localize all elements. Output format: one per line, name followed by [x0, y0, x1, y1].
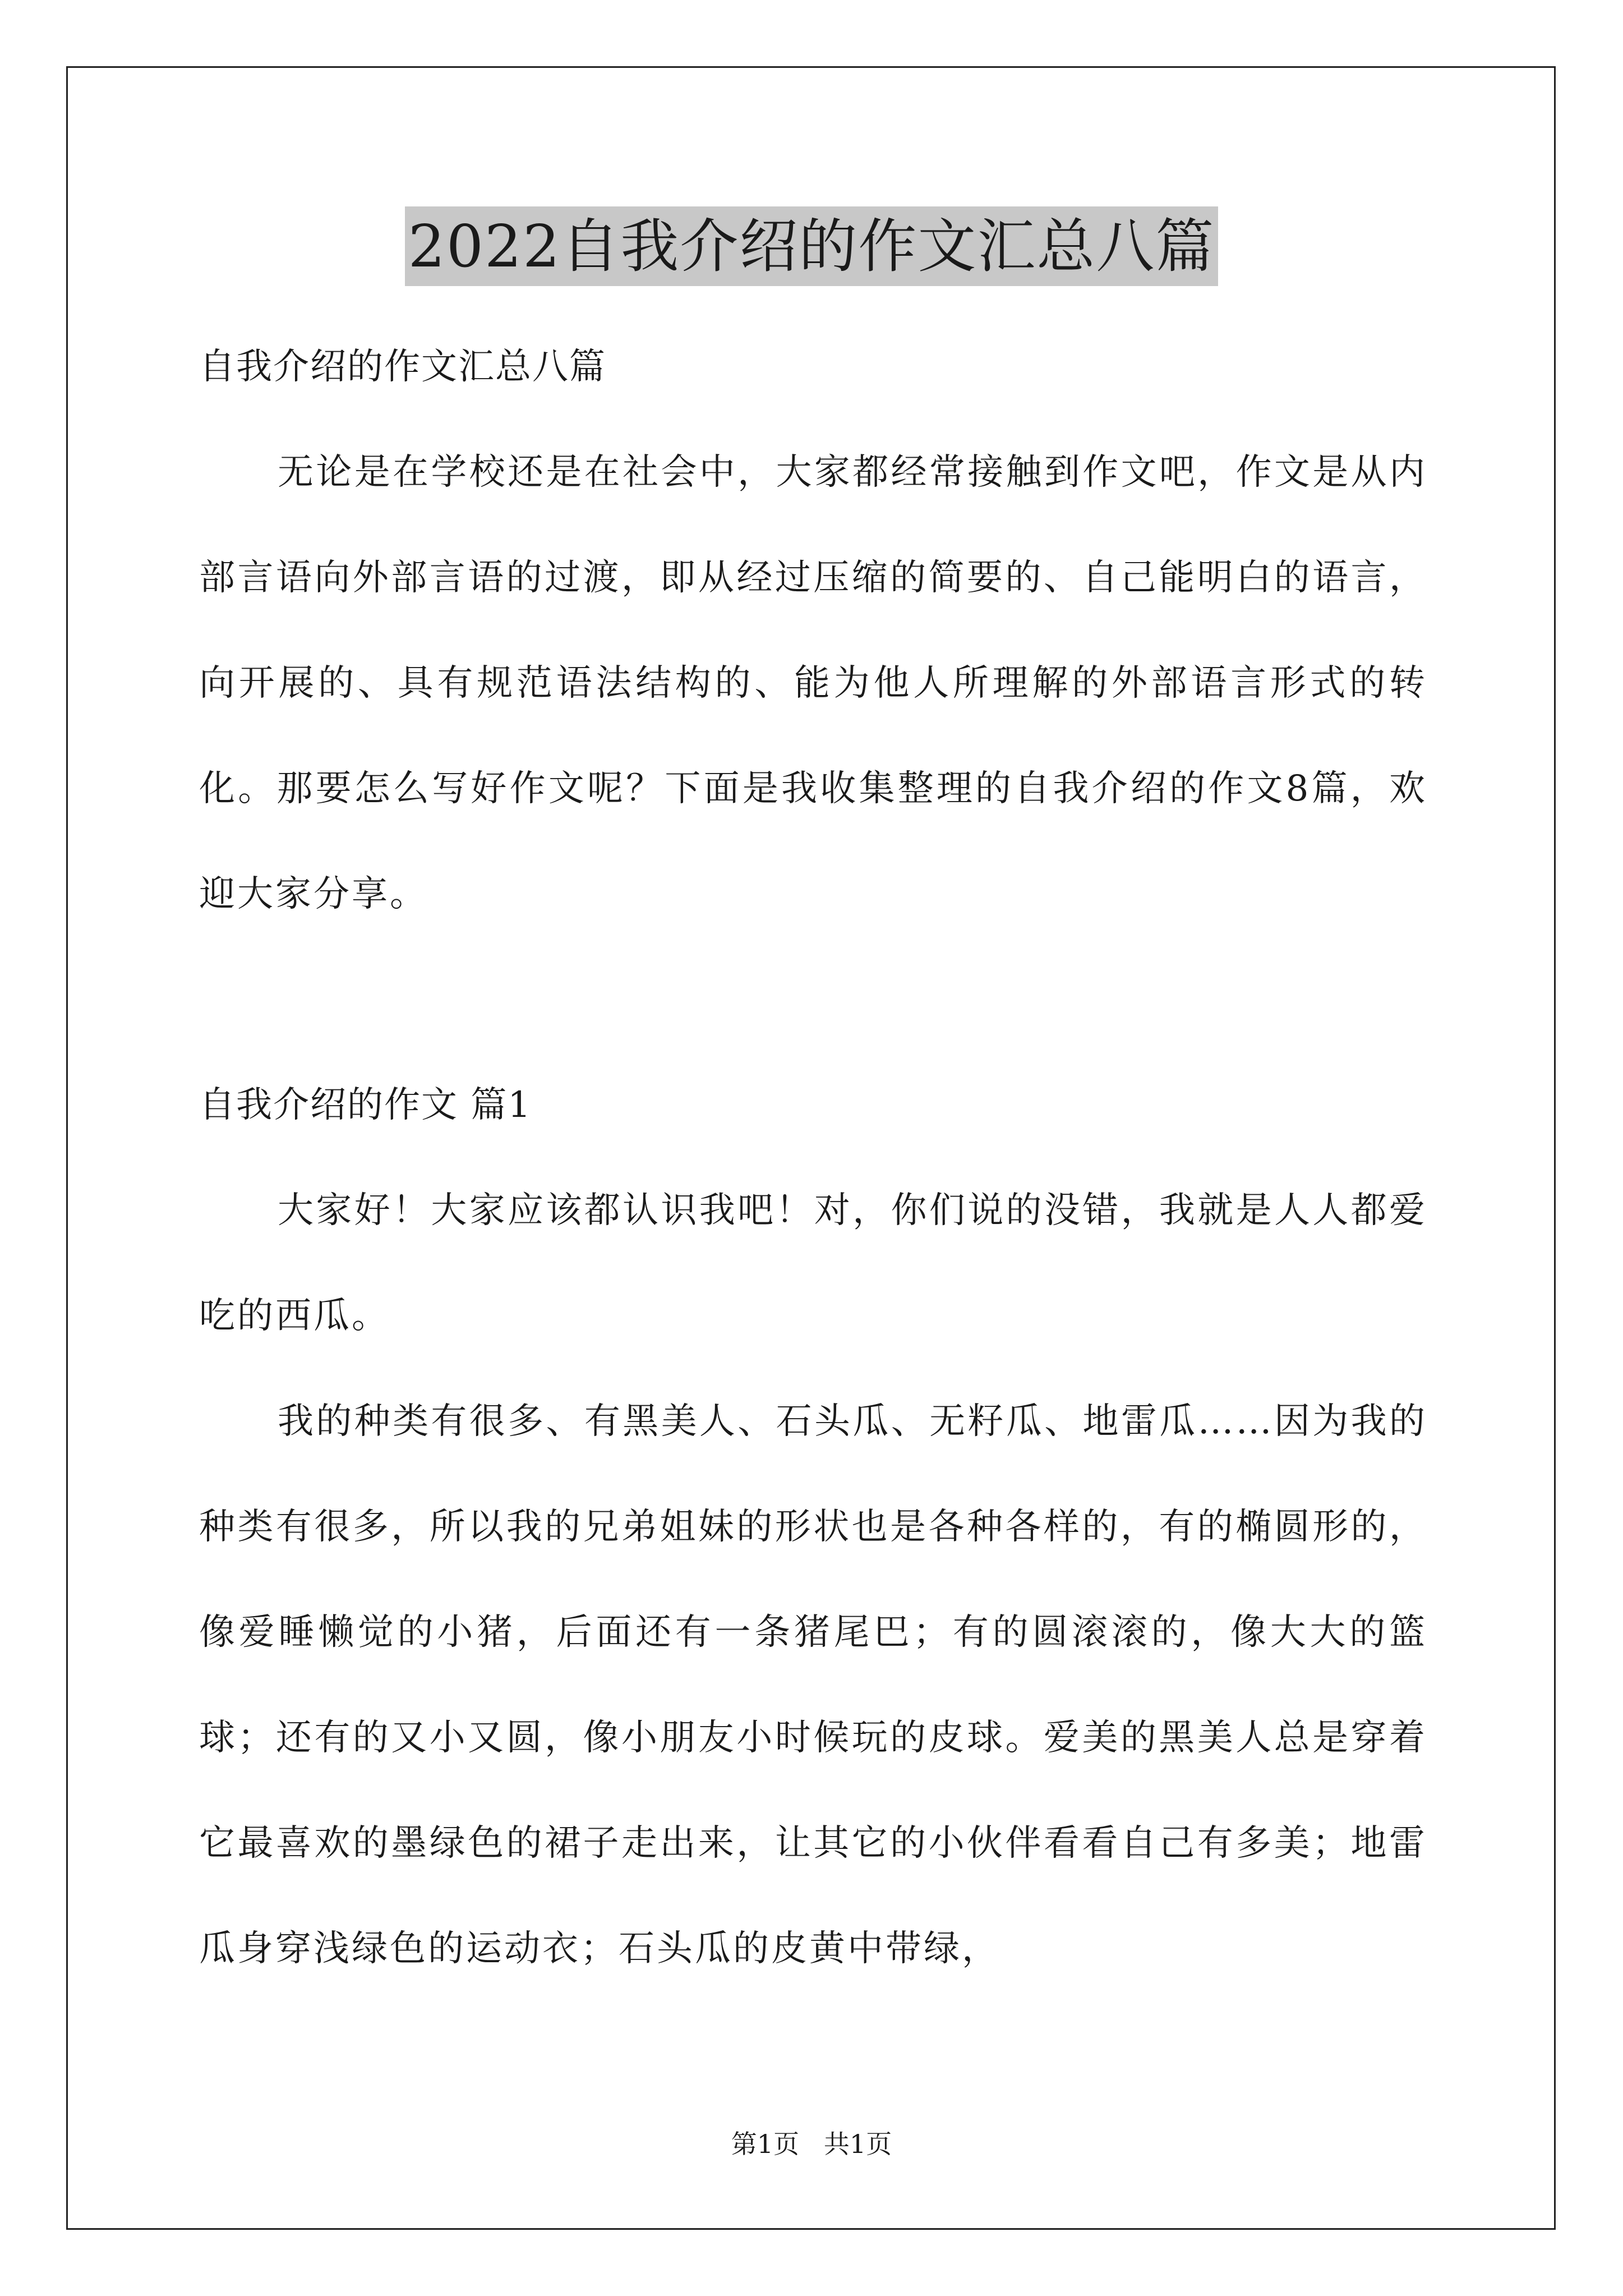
- section1-paragraph-2: 我的种类有很多、有黑美人、石头瓜、无籽瓜、地雷瓜……因为我的种类有很多，所以我的兄弟姐妹的形状也是各种各样的，有的椭圆形的，像爱睡懒觉的小猪，后面还有一条猪尾巴；有的圆滚滚的，像大大的篮球；还有的又小又圆，像小朋友小时候玩的皮球。爱美的黑美人总是穿着它最喜欢的墨绿色的裙子走出来，让其它的小伙伴看看自己有多美；地雷瓜身穿浅绿色的运动衣；石头瓜的皮黄中带绿，: [199, 1401, 1427, 1970]
- document-subtitle: 自我介绍的作文汇总八篇: [199, 346, 606, 388]
- paragraph-gap: [199, 947, 1427, 1052]
- section1-paragraph-1: 大家好！大家应该都认识我吧！对，你们说的没错，我就是人人都爱吃的西瓜。: [199, 1190, 1427, 1337]
- intro-paragraph: 无论是在学校还是在社会中，大家都经常接触到作文吧，作文是从内部言语向外部言语的过渡，即从经过压缩的简要的、自己能明白的语言，向开展的、具有规范语法结构的、能为他人所理解的外部语言形式的转化。那要怎么写好作文呢？下面是我收集整理的自我介绍的作文8篇，欢迎大家分享。: [199, 452, 1427, 915]
- page-footer: 第1页 共1页: [731, 2129, 892, 2159]
- document-body: [199, 314, 1427, 2001]
- title-container: [0, 206, 1623, 286]
- document-title: 2022自我介绍的作文汇总八篇: [405, 206, 1219, 286]
- section-heading-1: 自我介绍的作文 篇1: [199, 1084, 532, 1126]
